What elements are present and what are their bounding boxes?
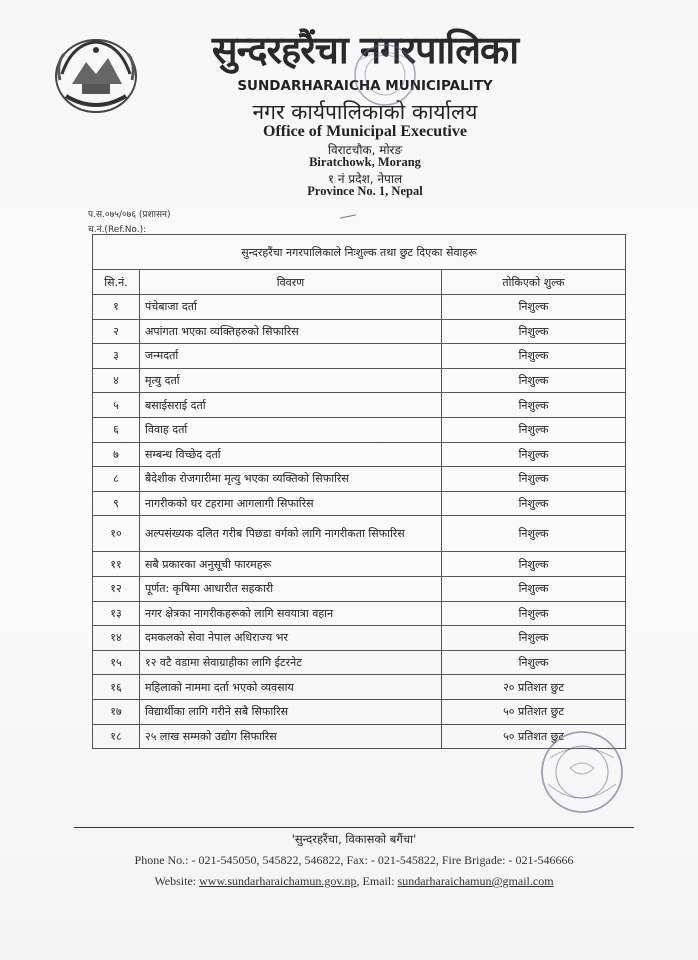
description-cell: विद्यार्थीका लागि गरीने सबै सिफारिस	[140, 699, 442, 724]
description-cell: सबै प्रकारका अनुसूची फारमहरू	[140, 552, 442, 577]
serial-cell: १०	[93, 516, 140, 552]
fee-cell: निशुल्क	[442, 576, 626, 601]
fee-cell: निशुल्क	[442, 650, 626, 675]
table-row	[93, 442, 626, 467]
footer-divider	[74, 827, 634, 828]
serial-cell: ८	[93, 467, 140, 492]
description-cell: बसाईसराई दर्ता	[140, 393, 442, 418]
table-caption: सुन्दरहरैंचा नगरपालिकाले निःशुल्क तथा छुट दिएका सेवाहरू	[93, 235, 626, 270]
address-english: Biratchowk, Morang	[309, 155, 421, 169]
fee-cell: ५० प्रतिशत छुट	[442, 724, 626, 749]
table-row	[93, 675, 626, 700]
serial-cell: १५	[93, 650, 140, 675]
footer-motto: 'सुन्दरहरैंचा, विकासको बगैंचा'	[291, 832, 417, 846]
serial-cell: १२	[93, 576, 140, 601]
serial-cell: २	[93, 319, 140, 344]
table-row	[93, 393, 626, 418]
province-english: Province No. 1, Nepal	[307, 184, 423, 198]
fee-cell: निशुल्क	[442, 552, 626, 577]
header-serial: सि.नं.	[93, 270, 140, 295]
serial-cell: ११	[93, 552, 140, 577]
table-row	[93, 417, 626, 442]
serial-cell: ३	[93, 344, 140, 369]
footer-contact	[74, 874, 634, 889]
footer-phone: Phone No.: - 021-545050, 545822, 546822, Fax: - 021-545822, Fire Brigade: - 021-546666	[134, 853, 574, 867]
fee-cell: निशुल्क	[442, 601, 626, 626]
table-row	[93, 344, 626, 369]
description-cell: विवाह दर्ता	[140, 417, 442, 442]
description-cell: बैदेशीक रोजगारीमा मृत्यु भएका व्यक्तिको सिफारिस	[140, 467, 442, 492]
email-label: , Email:	[356, 874, 395, 888]
fee-cell: निशुल्क	[442, 368, 626, 393]
serial-cell: १६	[93, 675, 140, 700]
table-row	[93, 552, 626, 577]
serial-cell: १	[93, 295, 140, 320]
fee-cell: २० प्रतिशत छुट	[442, 675, 626, 700]
nepal-emblem-icon	[52, 34, 140, 114]
dispatch-number: च.नं.(Ref.No.):	[88, 225, 147, 235]
description-cell: अल्पसंख्यक दलित गरीब पिछडा वर्गको लागि नागरीकता सिफारिस	[140, 516, 442, 552]
website-label: Website:	[154, 874, 197, 888]
municipality-title-nepali: सुन्दरहरैंचा नगरपालिका	[211, 28, 519, 72]
table-row	[93, 601, 626, 626]
description-cell: २५ लाख सम्मको उद्योग सिफारिस	[140, 724, 442, 749]
table-header-row	[93, 270, 626, 295]
table-row	[93, 295, 626, 320]
address-nepali: विराटचौक, मोरङ	[327, 143, 403, 157]
serial-cell: ७	[93, 442, 140, 467]
fee-cell: निशुल्क	[442, 516, 626, 552]
fee-cell: निशुल्क	[442, 295, 626, 320]
description-cell: मृत्यु दर्ता	[140, 368, 442, 393]
fee-cell: निशुल्क	[442, 319, 626, 344]
fee-cell: निशुल्क	[442, 442, 626, 467]
office-title-english: Office of Municipal Executive	[263, 123, 467, 140]
table-row	[93, 576, 626, 601]
header-fee: तोकिएको शुल्क	[442, 270, 626, 295]
official-seal-icon	[520, 728, 630, 824]
serial-cell: १३	[93, 601, 140, 626]
pen-mark	[340, 214, 356, 218]
serial-cell: १७	[93, 699, 140, 724]
description-cell: महिलाको नाममा दर्ता भएको व्यवसाय	[140, 675, 442, 700]
services-table	[92, 234, 626, 749]
fee-cell: ५० प्रतिशत छुट	[442, 699, 626, 724]
description-cell: पूर्णत: कृषिमा आधारीत सहकारी	[140, 576, 442, 601]
description-cell: पंचेबाजा दर्ता	[140, 295, 442, 320]
fee-cell: निशुल्क	[442, 417, 626, 442]
description-cell: दमकलको सेवा नेपाल अधिराज्य भर	[140, 626, 442, 651]
table-row	[93, 650, 626, 675]
fee-cell: निशुल्क	[442, 467, 626, 492]
table-row	[93, 516, 626, 552]
serial-cell: ४	[93, 368, 140, 393]
office-title-nepali: नगर कार्यपालिकाको कार्यालय	[252, 100, 478, 124]
header-description: विवरण	[140, 270, 442, 295]
description-cell: १२ वटै वडामा सेवाग्राहीका लागि ईटरनेट	[140, 650, 442, 675]
table-row	[93, 368, 626, 393]
fee-cell: निशुल्क	[442, 393, 626, 418]
round-stamp-icon	[340, 40, 430, 110]
table-row	[93, 699, 626, 724]
table-row	[93, 626, 626, 651]
description-cell: जन्मदर्ता	[140, 344, 442, 369]
table-row	[93, 319, 626, 344]
fee-cell: निशुल्क	[442, 491, 626, 516]
serial-cell: ९	[93, 491, 140, 516]
table-row	[93, 491, 626, 516]
serial-cell: १४	[93, 626, 140, 651]
fee-cell: निशुल्क	[442, 344, 626, 369]
description-cell: अपांगता भएका व्यक्तिहरुको सिफारिस	[140, 319, 442, 344]
serial-cell: १८	[93, 724, 140, 749]
description-cell: नगर क्षेत्रका नागरीकहरूको लागि सवयात्रा वहान	[140, 601, 442, 626]
fee-cell: निशुल्क	[442, 626, 626, 651]
description-cell: नागरीकको घर टहरामा आगलागी सिफारिस	[140, 491, 442, 516]
province-nepali: १ नं प्रदेश, नेपाल	[327, 172, 403, 186]
email-link[interactable]: sundarharaichamun@gmail.com	[397, 874, 554, 888]
serial-cell: ५	[93, 393, 140, 418]
serial-cell: ६	[93, 417, 140, 442]
municipality-title-english: SUNDARHARAICHA MUNICIPALITY	[237, 78, 493, 94]
table-caption-row	[93, 235, 626, 270]
description-cell: सम्बन्ध विच्छेद दर्ता	[140, 442, 442, 467]
website-link[interactable]: www.sundarharaichamun.gov.np	[199, 874, 357, 888]
reference-number: प.स.०७५/०७६ (प्रशासन)	[88, 210, 171, 220]
table-row	[93, 467, 626, 492]
